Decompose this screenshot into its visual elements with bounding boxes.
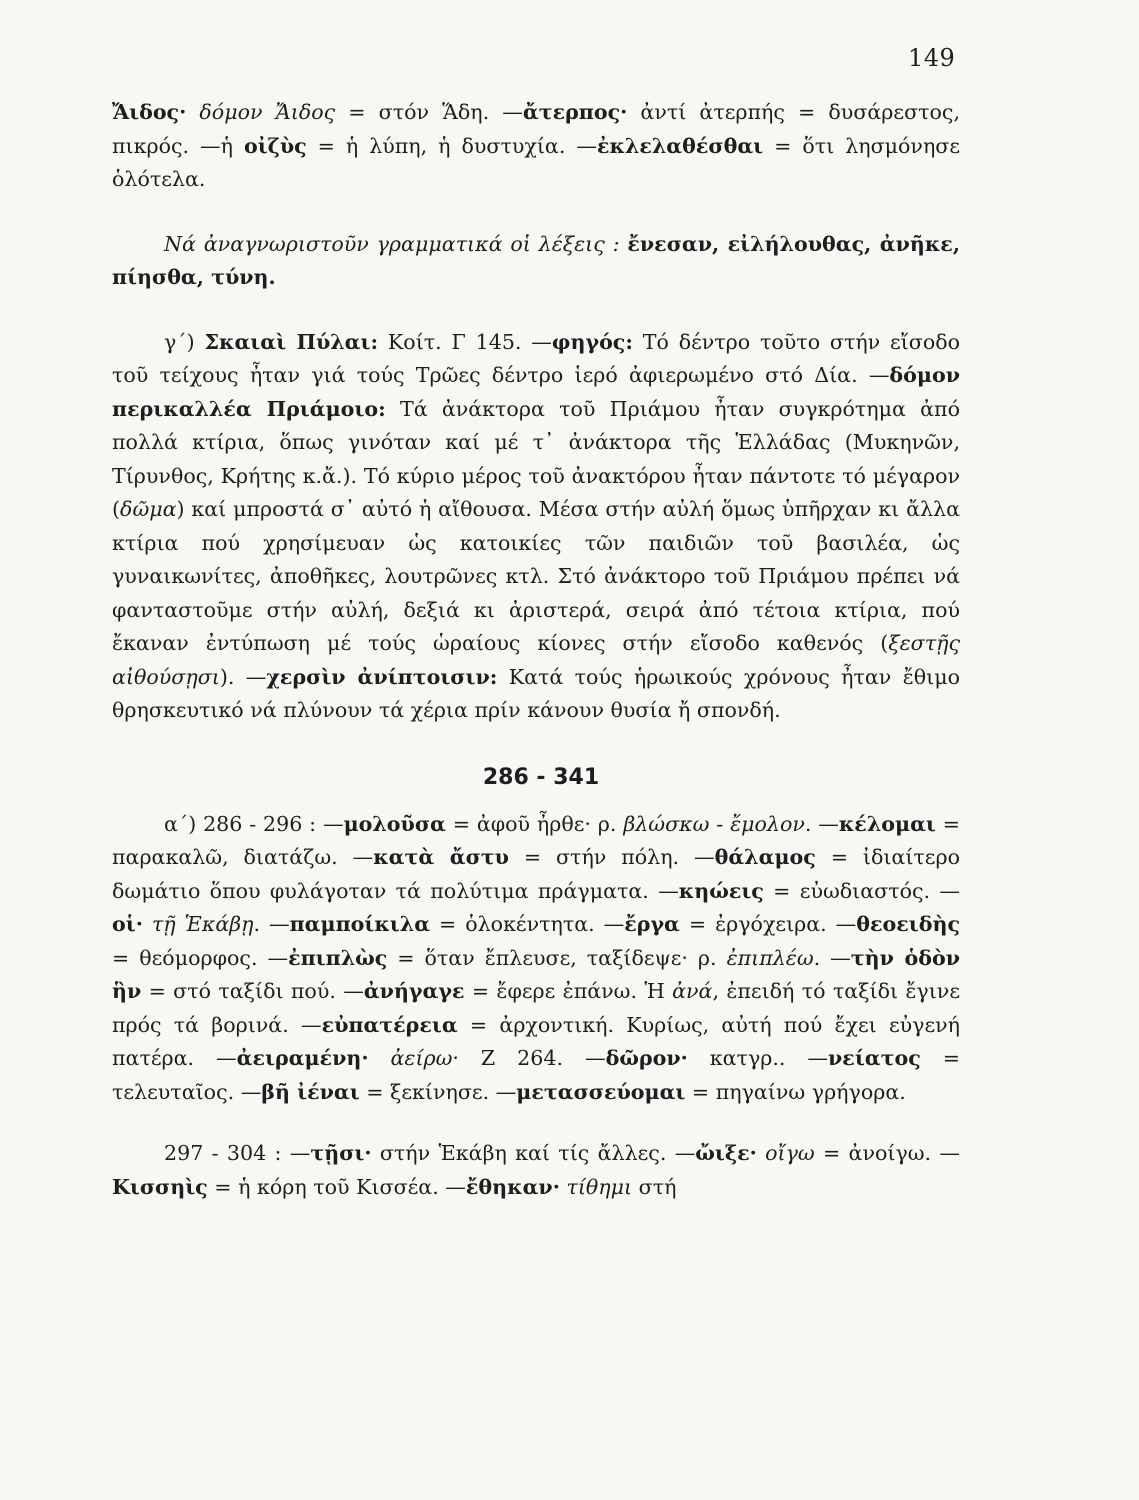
spacer	[112, 197, 960, 228]
text: = ἀρχοντική. Κυρίως, αὐτή πού ἔχει εὐγενή πατέρα. —	[112, 1012, 960, 1070]
lemma: θεοειδὴς	[856, 912, 960, 936]
spacer	[112, 295, 960, 326]
text: Τό δέντρο τοῦτο στήν εἴσοδο τοῦ τείχους ἦταν γιά τούς Τρῶες δέντρο ἱερό ἀφιερωμένο στό Δία. —	[112, 329, 961, 387]
text: = στόν Ἅδη. —	[335, 100, 523, 124]
text: κατγρ.. —	[687, 1046, 829, 1070]
lemma: οἰζὺς	[243, 133, 307, 158]
lemma: ἄτερπος·	[522, 100, 628, 124]
text: = ὁλοκέντητα. —	[430, 912, 625, 936]
text: ) καί μπροστά σ᾽ αὐτό ἡ αἴθουσα. Μέσα στήν αὐλή ὅμως ὑπῆρχαν κι ἄλλα κτίρια πού χρησίμευαν ὡς κατοικίες τῶν παιδιῶν τοῦ βασιλέα, ὡς γυναικωνίτες, ἀποθῆκες, λουτρῶνες κτλ. Στό ἀνάκτορο τοῦ Πριάμου πρέπει νά φανταστοῦμε στήν αὐλή, δεξιά κι ἀριστερά, σειρά ἀπό τέτοια κτίρια, πού ἔκαναν ἐντύπωση μέ τούς ὡραίους κίονες στήν εἴσοδο καθενός (	[112, 497, 960, 655]
lemma: νείατος	[828, 1046, 921, 1070]
quote: ἐπιπλέω	[726, 945, 814, 970]
text: = εὐωδιαστός. —	[763, 878, 960, 903]
text: α΄) 286 - 296 : —	[164, 811, 344, 836]
text: = στήν πόλη. —	[508, 845, 715, 869]
lemma: ἐκλελαθέσθαι	[596, 133, 764, 158]
word-list: ἔνεσαν, εἰλήλουθας, ἀνῆκε, πίησθα, τύνη.	[112, 231, 961, 289]
quote: ξεστῇς αἰθούσῃσι	[112, 631, 960, 689]
quote: οἴγω	[765, 1141, 815, 1165]
lemma: τῇσι·	[310, 1141, 372, 1165]
spacer	[112, 1109, 960, 1137]
text: = ἡ κόρη τοῦ Κισσέα. —	[207, 1174, 466, 1199]
text	[143, 912, 152, 936]
text: Κοίτ. Γ 145. —	[378, 329, 552, 354]
text: = θεόμορφος. —	[112, 945, 289, 970]
lemma: ἔργα	[624, 912, 680, 936]
instruction: Νά ἀναγνωριστοῦν γραμματικά οἱ λέξεις :	[164, 231, 628, 256]
text	[369, 1046, 391, 1070]
lemma: κέλομαι	[838, 811, 936, 836]
text: 297 - 304 : —	[164, 1141, 311, 1165]
paragraph-grammar-exercise	[112, 228, 960, 295]
text: ). —	[219, 664, 267, 689]
quote: ἀείρω·	[390, 1046, 459, 1070]
quote: τῇ Ἑκάβῃ	[151, 912, 254, 936]
text: γ΄)	[164, 329, 205, 354]
lemma: φηγός:	[551, 329, 633, 354]
spacer	[112, 728, 960, 756]
lemma: δῶρον·	[605, 1046, 688, 1070]
paragraph-297-304	[112, 1137, 960, 1204]
text: = ἰδιαίτερο δωμάτιο ὅπου φυλάγοταν τά πολύτιμα πράγματα. —	[112, 845, 960, 903]
spacer	[112, 800, 960, 808]
lemma: οἱ·	[112, 912, 143, 936]
text: στή	[632, 1174, 677, 1199]
text: = ἔφερε ἐπάνω. Ἡ	[464, 979, 673, 1003]
text: στήν Ἑκάβη καί τίς ἄλλες. —	[371, 1141, 696, 1165]
lemma: ἐπιπλὼς	[288, 945, 388, 970]
lemma: μολοῦσα	[343, 811, 446, 836]
text	[757, 1141, 765, 1165]
text: = ξεκίνησε. —	[359, 1079, 517, 1104]
page-content	[112, 96, 960, 1204]
quote: βλώσκω - ἔμολον	[623, 811, 805, 836]
lemma: ἀνήγαγε	[363, 979, 465, 1003]
quote: ἀνά	[672, 979, 713, 1003]
lemma: χερσὶν ἀνίπτοισιν:	[266, 664, 498, 689]
paragraph-skaiai-pylai	[112, 326, 960, 728]
text: Ζ 264. —	[458, 1046, 606, 1070]
text: . —	[804, 811, 839, 836]
section-heading: 286 - 341	[482, 764, 600, 790]
lemma: κατὰ ἄστυ	[373, 845, 509, 869]
quote: τίθημι	[566, 1174, 633, 1199]
quote: δόμον Ἄιδος	[199, 100, 336, 124]
text: = παρακαλῶ, διατάζω. —	[112, 811, 960, 869]
lemma: μετασσεύομαι	[516, 1079, 686, 1104]
lemma: βῆ ἰέναι	[261, 1079, 360, 1104]
text: = στό ταξίδι πού. —	[141, 979, 364, 1003]
text: = ἀφοῦ ἦρθε· ρ.	[445, 811, 624, 836]
paragraph-aidos	[112, 96, 960, 197]
text: = ὅταν ἔπλευσε, ταξίδεψε· ρ.	[387, 945, 727, 970]
lemma: τὴν ὁδὸν ἣν	[112, 945, 960, 1003]
lemma: κηώεις	[678, 878, 764, 903]
paragraph-286-296	[112, 808, 960, 1110]
lemma: Κισσηὶς	[112, 1174, 208, 1199]
text: = πηγαίνω γρήγορα.	[685, 1079, 906, 1104]
text: = ἡ λύπη, ἡ δυστυχία. —	[306, 133, 597, 158]
lemma: Σκαιαὶ Πύλαι:	[204, 329, 379, 354]
text: = ἐργόχειρα. —	[679, 912, 857, 936]
text: . —	[253, 912, 290, 936]
lemma: ἀειραμένη·	[236, 1046, 369, 1070]
text: ἀντί ἀτερπής = δυσάρεστος, πικρός. —ἡ	[112, 100, 960, 158]
lemma: παμποίκιλα	[289, 912, 431, 936]
text: , ἐπειδή τό ταξίδι ἔγινε πρός τά βορινά. —	[112, 979, 960, 1037]
text: = ἀνοίγω. —	[814, 1141, 961, 1165]
text: = ὅτι λησμόνησε ὁλότελα.	[112, 133, 961, 191]
text: Τά ἀνάκτορα τοῦ Πριάμου ἦταν συγκρότημα ἀπό πολλά κτίρια, ὅπως γινόταν καί μέ τ᾽ ἀνάκτορα τῆς Ἑλλάδας (Μυκηνῶν, Τίρυνθος, Κρήτης κ.ἄ.). Τό κύριο μέρος τοῦ ἀνακτόρου ἦταν πάντοτε τό μέγαρον (	[112, 396, 960, 521]
lemma: Ἄιδος·	[112, 100, 187, 124]
lemma: ὤιξε·	[695, 1141, 757, 1165]
lemma: ἔθηκαν·	[465, 1174, 560, 1199]
text: . —	[813, 945, 851, 970]
lemma: δόμον περικαλλέα Πριάμοιο:	[112, 363, 960, 421]
text: = τελευταῖος. —	[112, 1046, 960, 1104]
lemma: θάλαμος	[714, 845, 816, 869]
page-number: 149	[908, 44, 956, 72]
lemma: εὐπατέρεια	[321, 1012, 458, 1037]
text: Κατά τούς ἡρωικούς χρόνους ἦταν ἔθιμο θρησκευτικό νά πλύνουν τά χέρια πρίν κάνουν θυσία ἤ σπονδή.	[112, 664, 960, 722]
quote: δῶμα	[120, 497, 177, 521]
